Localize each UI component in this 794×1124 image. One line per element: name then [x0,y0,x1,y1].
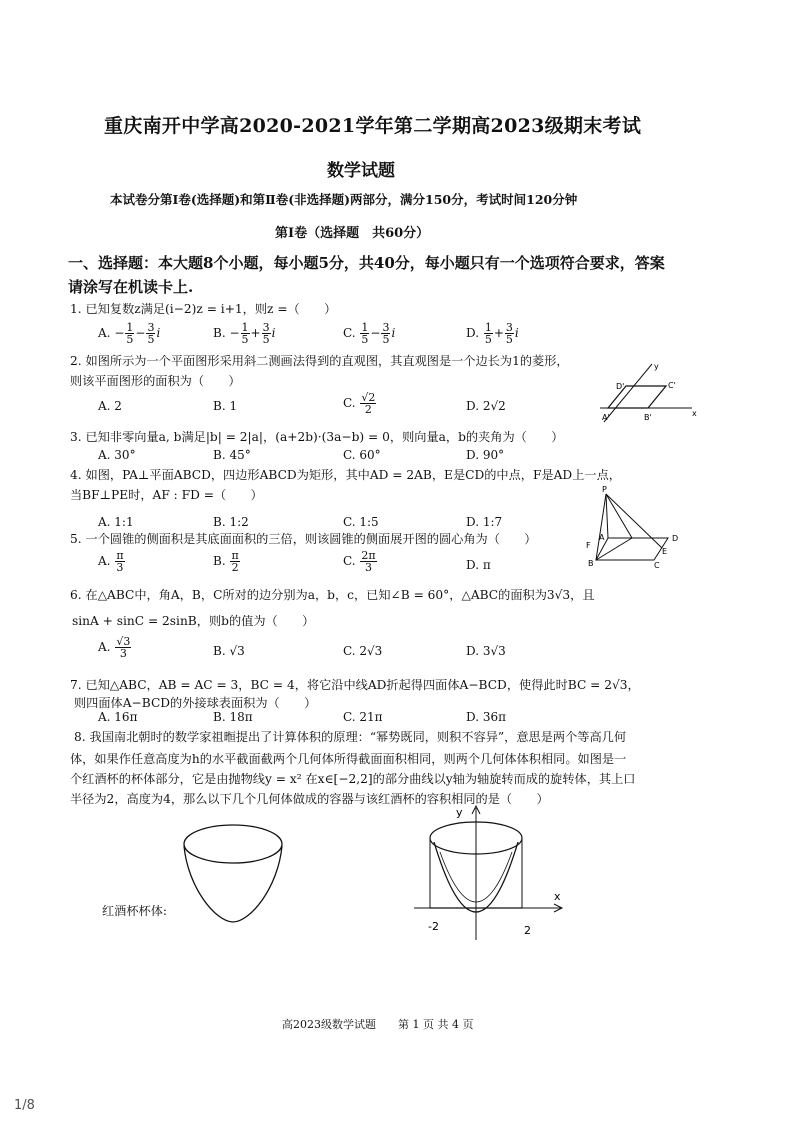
question-6-line-2: sinA + sinC = 2sinB，则b的值为（ ） [72,614,315,628]
q7-option-a[interactable]: A. 16π [98,710,138,724]
question-7-line-2: 则四面体A−BCD的外接球表面积为（ ） [74,696,317,710]
q4-a-label: A [599,533,605,542]
question-4-line-1: 4. 如图，PA⊥平面ABCD，四边形ABCD为矩形，其中AD = 2AB，E是CD的中点，F是AD上一点， [70,468,621,482]
question-8-line-2: 体，如果作任意高度为h的水平截面截两个几何体所得截面面积相同，则两个几何体体积相同。如图是一 [70,752,627,766]
parabola-pos2-label: 2 [524,924,531,937]
section-instruction-1: 一、选择题：本大题8个小题，每小题5分，共40分，每小题只有一个选项符合要求，答案 [68,254,665,272]
viewer-page-count: 1/8 [14,1098,35,1113]
subject-title: 数学试题 [327,161,395,181]
question-5: 5. 一个圆锥的侧面积是其底面面积的三倍，则该圆锥的侧面展开图的圆心角为（ ） [70,532,537,546]
section-instruction-2: 请涂写在机读卡上. [68,278,194,296]
q7-option-d[interactable]: D. 36π [466,710,506,724]
parabola-neg2-label: -2 [428,920,439,933]
q2-x-label: x [692,409,697,418]
q2-y-label: y [654,362,659,371]
q4-e-label: E [662,547,668,556]
q2-rhombus-figure [596,360,700,428]
parabola-y-label: y [456,806,463,819]
parabola-x-label: x [554,890,561,903]
q4-f-label: F [586,541,591,550]
q2-c-label: C' [668,381,676,390]
q2-option-c[interactable]: C. $\frac{√2}{2}$ [343,391,376,416]
q3-option-a[interactable]: A. 30° [98,448,136,462]
question-2-line-1: 2. 如图所示为一个平面图形采用斜二测画法得到的直观图，其直观图是一个边长为1的菱形， [70,354,569,368]
q6-option-a[interactable]: A. $\frac{√3}{3}$ [98,635,131,660]
question-6-line-1: 6. 在△ABC中，角A，B，C所对的边分别为a，b，c，已知∠B = 60°，△ABC的面积为3√3，且 [70,588,595,602]
parabola-figure [412,802,582,944]
q5-option-a[interactable]: A. $\frac{\pi}{3}$ [98,549,124,574]
question-4-line-2: 当BF⊥PE时，AF : FD =（ ） [70,488,263,502]
q4-p-label: P [602,485,607,494]
q7-option-b[interactable]: B. 18π [213,710,253,724]
q5-option-c[interactable]: C. $\frac{2\pi}{3}$ [343,549,376,574]
q6-option-d[interactable]: D. 3√3 [466,644,506,658]
q4-option-a[interactable]: A. 1:1 [98,515,134,529]
q3-option-d[interactable]: D. 90° [466,448,505,462]
q4-b-label: B [588,559,594,568]
q7-option-c[interactable]: C. 21π [343,710,383,724]
q4-option-c[interactable]: C. 1:5 [343,515,379,529]
exam-title: 重庆南开中学高2020-2021学年第二学期高2023级期末考试 [104,115,642,137]
q2-a-label: A' [602,413,610,422]
q6-option-b[interactable]: B. √3 [213,644,245,658]
q2-d-label: D' [616,382,625,391]
q1-option-d[interactable]: D. $\frac{1}{5}$ + $\frac{3}{5}$ i [466,321,519,346]
question-8-line-1: 8. 我国南北朝时的数学家祖暅提出了计算体积的原理：“幂势既同，则积不容异”，意思是两个等高几何 [74,730,627,744]
q4-pyramid-figure [582,484,686,570]
q2-option-b[interactable]: B. 1 [213,399,238,413]
q3-option-c[interactable]: C. 60° [343,448,381,462]
q4-option-d[interactable]: D. 1:7 [466,515,503,529]
question-1: 1. 已知复数z满足(i−2)z = i+1，则z =（ ） [70,302,337,316]
page-footer: 高2023级数学试题 第 1 页 共 4 页 [282,1018,474,1031]
q1-option-c[interactable]: C. $\frac{1}{5}$ − $\frac{3}{5}$ i [343,321,396,346]
question-7-line-1: 7. 已知△ABC，AB = AC = 3，BC = 4，将它沿中线AD折起得四面体A−BCD，使得此时BC = 2√3， [70,678,640,692]
q4-option-b[interactable]: B. 1:2 [213,515,249,529]
q3-option-b[interactable]: B. 45° [213,448,251,462]
question-8-line-4: 半径为2，高度为4，那么以下几个几何体做成的容器与该红酒杯的容积相同的是（ ） [70,792,549,806]
q1-option-b[interactable]: B. − $\frac{1}{5}$ + $\frac{3}{5}$ i [213,321,276,346]
wine-glass-label: 红酒杯杯体: [102,904,168,918]
q6-option-c[interactable]: C. 2√3 [343,644,383,658]
q5-option-d[interactable]: D. π [466,558,491,572]
exam-note: 本试卷分第Ⅰ卷(选择题)和第Ⅱ卷(非选择题)两部分，满分150分，考试时间120分钟 [110,192,578,207]
q4-c-label: C [654,561,660,570]
question-8-line-3: 个红酒杯的杯体部分，它是由抛物线y = x² 在x∈[−2,2]的部分曲线以y轴为轴旋转而成的旋转体，其上口 [70,772,636,786]
wine-glass-figure [178,818,292,930]
q4-d-label: D [672,534,679,543]
question-3: 3. 已知非零向量a, b满足|b| = 2|a|，(a+2b)·(3a−b) = 0，则向量a，b的夹角为（ ） [70,430,564,444]
q2-option-a[interactable]: A. 2 [98,399,122,413]
q2-option-d[interactable]: D. 2√2 [466,399,506,413]
q5-option-b[interactable]: B. $\frac{\pi}{2}$ [213,549,239,574]
part-title: 第Ⅰ卷（选择题 共60分） [275,226,430,241]
q1-option-a[interactable]: A. − $\frac{1}{5}$ − $\frac{3}{5}$ i [98,321,161,346]
q2-b-label: B' [644,413,652,422]
question-2-line-2: 则该平面图形的面积为（ ） [70,374,241,388]
